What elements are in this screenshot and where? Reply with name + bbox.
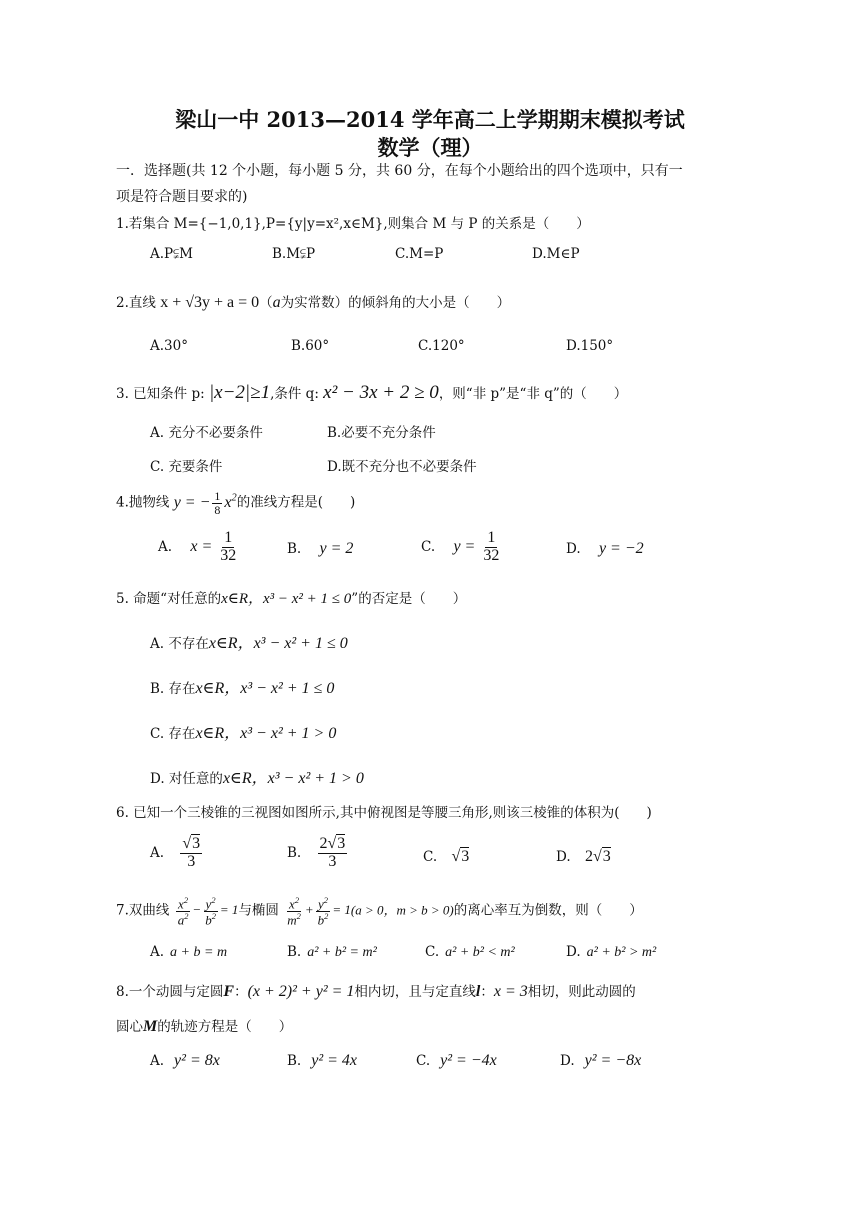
q2-line-equation: x + √3y + a = 0 (160, 294, 260, 311)
q8-option-d: D. y² = −8x (560, 1052, 642, 1069)
q3-condition-p: |x−2|≥1 (208, 382, 271, 403)
q5-option-d: D. 对任意的x∈R，x³ − x² + 1 > 0 (150, 770, 364, 787)
q1-option-d: D.M∈P (532, 246, 580, 262)
q5-option-b: B. 存在x∈R，x³ − x² + 1 ≤ 0 (150, 680, 335, 697)
question-4-stem: 4.抛物线 y = − $\frac{1}{8}$ $x^2$的准线方程是( ) (116, 489, 356, 517)
q4-option-c: C. y = $\frac{1}{32}$ (421, 529, 500, 564)
q8-option-c: C. y² = −4x (416, 1052, 497, 1069)
exam-title: 梁山一中 2013—2014 学年高二上学期期末模拟考试 (175, 107, 685, 132)
exam-subtitle: 数学（理） (377, 135, 483, 160)
q4-parabola: y = − $\frac{1}{8}$ $x^2$ (173, 489, 237, 517)
question-8-stem-cont: 圆心M的轨迹方程是（ ） (116, 1018, 293, 1035)
q1-option-a: A.P⫋M (150, 246, 193, 262)
q2-option-b: B.60° (291, 338, 330, 354)
q1-option-c: C.M=P (395, 246, 444, 262)
q3-option-c: C. 充要条件 (150, 459, 223, 475)
q3-option-d: D.既不充分也不必要条件 (327, 459, 477, 475)
q6-option-d: D. 2√3 (556, 848, 611, 865)
q7-option-c: C. a² + b² < m² (425, 944, 515, 960)
q7-option-b: B. a² + b² = m² (287, 944, 377, 960)
q5-option-a: A. 不存在x∈R，x³ − x² + 1 ≤ 0 (150, 635, 348, 652)
q6-option-a: A. $\frac{√3}{3}$ (150, 835, 201, 870)
q6-option-c: C. √3 (423, 848, 470, 865)
q5-option-c: C. 存在x∈R，x³ − x² + 1 > 0 (150, 725, 337, 742)
q7-hyperbola: $\frac{x^2}{a^2}$ − $\frac{y^2}{b^2}$ = 1 (177, 895, 239, 928)
question-2-stem: 2.直线 x + √3y + a = 0（a为实常数）的倾斜角的大小是（ ） (116, 294, 511, 311)
q4-option-a: A. x = $\frac{1}{32}$ (158, 529, 237, 564)
section-heading: 一．选择题(共 12 个小题，每小题 5 分，共 60 分，在每个小题给出的四个选项中，只有一 (116, 163, 683, 179)
q7-option-a: A. a + b = m (150, 944, 228, 960)
section-heading-cont: 项是符合题目要求的) (116, 189, 248, 205)
question-7-stem: 7.双曲线 $\frac{x^2}{a^2}$ − $\frac{y^2}{b^2}$ = 1与椭圆 $\frac{x^2}{m^2}$ + $\frac{y^2}{b^2}$ = 1(a > 0，m > b > 0)的离心率互为倒数，则（ ） (116, 895, 643, 928)
q8-option-b: B. y² = 4x (287, 1052, 358, 1069)
question-5-stem: 5. 命题“对任意的x∈R，x³ − x² + 1 ≤ 0”的否定是（ ） (116, 591, 467, 607)
question-3-stem: 3. 已知条件 p: |x−2|≥1,条件 q: x² − 3x + 2 ≥ 0，则“非 p”是“非 q”的（ ） (116, 382, 628, 403)
question-1-stem: 1.若集合 M={−1,0,1},P={y|y=x²,x∈M},则集合 M 与 P 的关系是（ ） (116, 216, 590, 232)
q1-option-b: B.M⫋P (272, 246, 316, 262)
q4-option-d: D. y = −2 (566, 540, 644, 557)
q3-option-b: B.必要不充分条件 (327, 425, 436, 441)
question-8-stem: 8.一个动圆与定圆F：(x + 2)² + y² = 1相内切，且与定直线l：x = 3相切，则此动圆的 (116, 983, 636, 1000)
question-6-stem: 6. 已知一个三棱锥的三视图如图所示,其中俯视图是等腰三角形,则该三棱锥的体积为( ) (116, 805, 652, 821)
q8-option-a: A. y² = 8x (150, 1052, 220, 1069)
q2-option-a: A.30° (150, 338, 188, 354)
q2-option-d: D.150° (566, 338, 614, 354)
q7-option-d: D. a² + b² > m² (566, 944, 657, 960)
q3-option-a: A. 充分不必要条件 (150, 425, 263, 441)
q3-condition-q: x² − 3x + 2 ≥ 0 (323, 382, 439, 403)
q2-option-c: C.120° (418, 338, 465, 354)
q6-option-b: B. $\frac{2√3}{3}$ (287, 835, 346, 870)
q4-option-b: B. y = 2 (287, 540, 354, 557)
q7-ellipse: $\frac{x^2}{m^2}$ + $\frac{y^2}{b^2}$ = 1 (287, 895, 351, 928)
